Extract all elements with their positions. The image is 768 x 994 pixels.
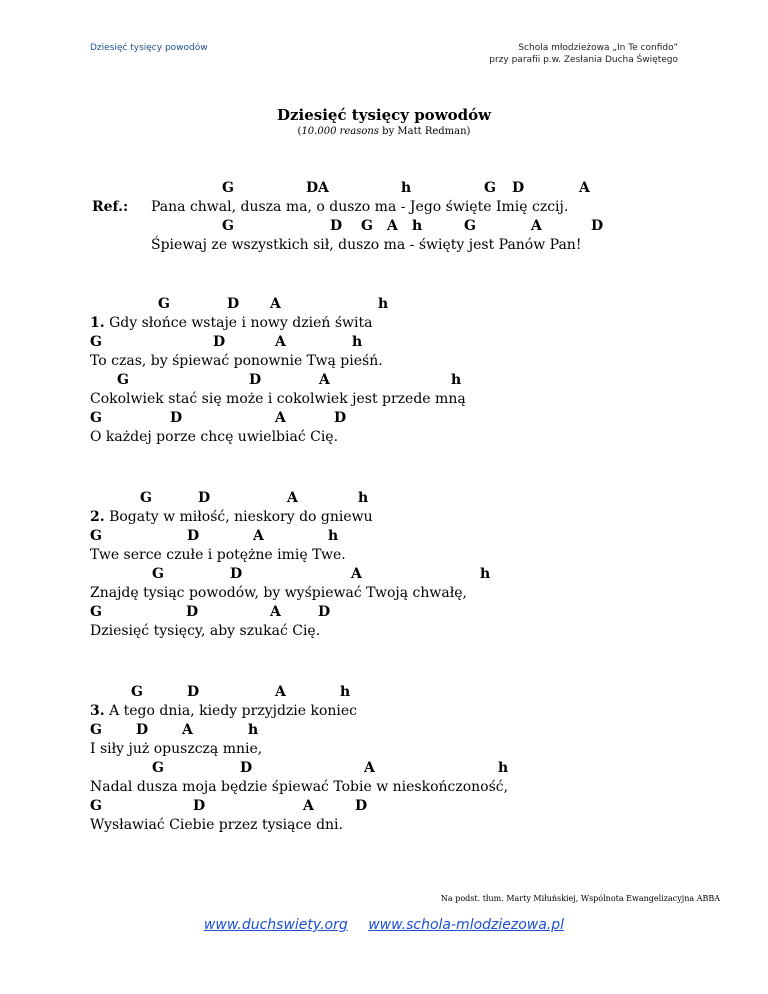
chord: A <box>531 218 542 234</box>
chord: h <box>401 180 412 196</box>
verse-text: I siły już opuszczą mnie, <box>90 741 263 757</box>
chord: A <box>275 684 286 700</box>
chord: G <box>90 798 102 814</box>
running-header-schola <box>489 42 678 66</box>
chord: G <box>90 334 102 350</box>
chord: h <box>412 218 423 234</box>
chord: D <box>136 722 149 738</box>
verse-text: Gdy słońce wstaje i nowy dzień świta <box>104 315 373 331</box>
chord: h <box>480 566 491 582</box>
chord: D <box>187 528 200 544</box>
chord: h <box>352 334 363 350</box>
chord: D <box>213 334 226 350</box>
chord: G <box>90 604 102 620</box>
chord: A <box>287 490 298 506</box>
chord: A <box>253 528 264 544</box>
chord: D <box>230 566 243 582</box>
chord: G <box>464 218 476 234</box>
header-schola-name: Schola młodzieżowa „In Te confido” <box>518 43 678 53</box>
verse-number: 2. <box>90 509 105 525</box>
song-title: Dziesięć tysięcy powodów <box>276 106 492 124</box>
link-schola-mlodziezowa[interactable]: www.schola-mlodziezowa.pl <box>368 917 565 933</box>
chord: h <box>248 722 259 738</box>
chord: G <box>90 722 102 738</box>
subtitle-open: ( <box>297 126 302 137</box>
verse-number: 1. <box>90 315 105 331</box>
verse-text: Cokolwiek stać się może i cokolwiek jest przede mną <box>90 391 466 407</box>
chord: A <box>364 760 375 776</box>
refrain-line-1: Pana chwal, dusza ma, o duszo ma - Jego święte Imię czcij. <box>151 199 569 215</box>
chord: A <box>275 410 286 426</box>
chord: D <box>512 180 525 196</box>
chord: h <box>358 490 369 506</box>
chord: G <box>222 180 234 196</box>
chord: h <box>328 528 339 544</box>
header-parish: przy parafii p.w. Zesłania Ducha Świętego <box>489 55 678 65</box>
chord: G <box>117 372 129 388</box>
song-subtitle <box>0 126 768 137</box>
chord: D <box>318 604 331 620</box>
chord: D <box>198 490 211 506</box>
verse-text: Znajdę tysiąc powodów, by wyśpiewać Twoją chwałę, <box>90 585 467 601</box>
verse-text: Bogaty w miłość, nieskory do gniewu <box>104 509 373 525</box>
chord: D <box>186 604 199 620</box>
link-duchswiety[interactable]: www.duchswiety.org <box>203 917 348 933</box>
chord: G <box>90 528 102 544</box>
verse-text: Nadal dusza moja będzie śpiewać Tobie w nieskończoność, <box>90 779 509 795</box>
chord: h <box>451 372 462 388</box>
verse-text: Dziesięć tysięcy, aby szukać Cię. <box>90 623 321 639</box>
chord: D <box>330 218 343 234</box>
chord: A <box>182 722 193 738</box>
chord: A <box>318 180 329 196</box>
chord: h <box>340 684 351 700</box>
chord: A <box>579 180 590 196</box>
chord: D <box>187 684 200 700</box>
chord: D <box>193 798 206 814</box>
chord: A <box>351 566 362 582</box>
verse-line <box>90 509 373 525</box>
verse-text: Wysławiać Ciebie przez tysiące dni. <box>90 817 343 833</box>
chord: A <box>270 296 281 312</box>
chord: A <box>270 604 281 620</box>
chord: D <box>249 372 262 388</box>
chord: G <box>158 296 170 312</box>
chord: G <box>361 218 373 234</box>
verse-line <box>90 315 372 331</box>
verse-number: 3. <box>90 703 105 719</box>
chord: G <box>222 218 234 234</box>
chord: G <box>131 684 143 700</box>
chord: D <box>355 798 368 814</box>
chord: D <box>334 410 347 426</box>
chord: G <box>152 760 164 776</box>
subtitle-author: by Matt Redman) <box>379 126 471 137</box>
running-header-title: Dziesięć tysięcy powodów <box>90 43 208 53</box>
translation-credit: Na podst. tłum. Marty Miłuńskiej, Wspólnota Ewangelizacyjna ABBA <box>440 894 720 903</box>
chord: G <box>152 566 164 582</box>
chord: D <box>591 218 604 234</box>
chord: A <box>275 334 286 350</box>
chord: A <box>387 218 398 234</box>
refrain-line-2: Śpiewaj ze wszystkich sił, duszo ma - święty jest Panów Pan! <box>151 237 582 253</box>
chord: h <box>498 760 509 776</box>
chord: G <box>90 410 102 426</box>
refrain-label: Ref.: <box>92 199 129 215</box>
footer-links <box>0 917 768 933</box>
chord: G <box>484 180 496 196</box>
verse-line <box>90 703 357 719</box>
chord: D <box>240 760 253 776</box>
verse-text: O każdej porze chcę uwielbiać Cię. <box>90 429 339 445</box>
verse-text: To czas, by śpiewać ponownie Twą pieśń. <box>90 353 383 369</box>
chord: G <box>140 490 152 506</box>
subtitle-original-title: 10.000 reasons <box>301 126 379 137</box>
verse-text: A tego dnia, kiedy przyjdzie koniec <box>104 703 358 719</box>
chord: D <box>306 180 319 196</box>
chord: h <box>378 296 389 312</box>
chord: A <box>303 798 314 814</box>
chord: D <box>170 410 183 426</box>
chord: D <box>227 296 240 312</box>
verse-text: Twe serce czułe i potężne imię Twe. <box>90 547 346 563</box>
chord: A <box>319 372 330 388</box>
